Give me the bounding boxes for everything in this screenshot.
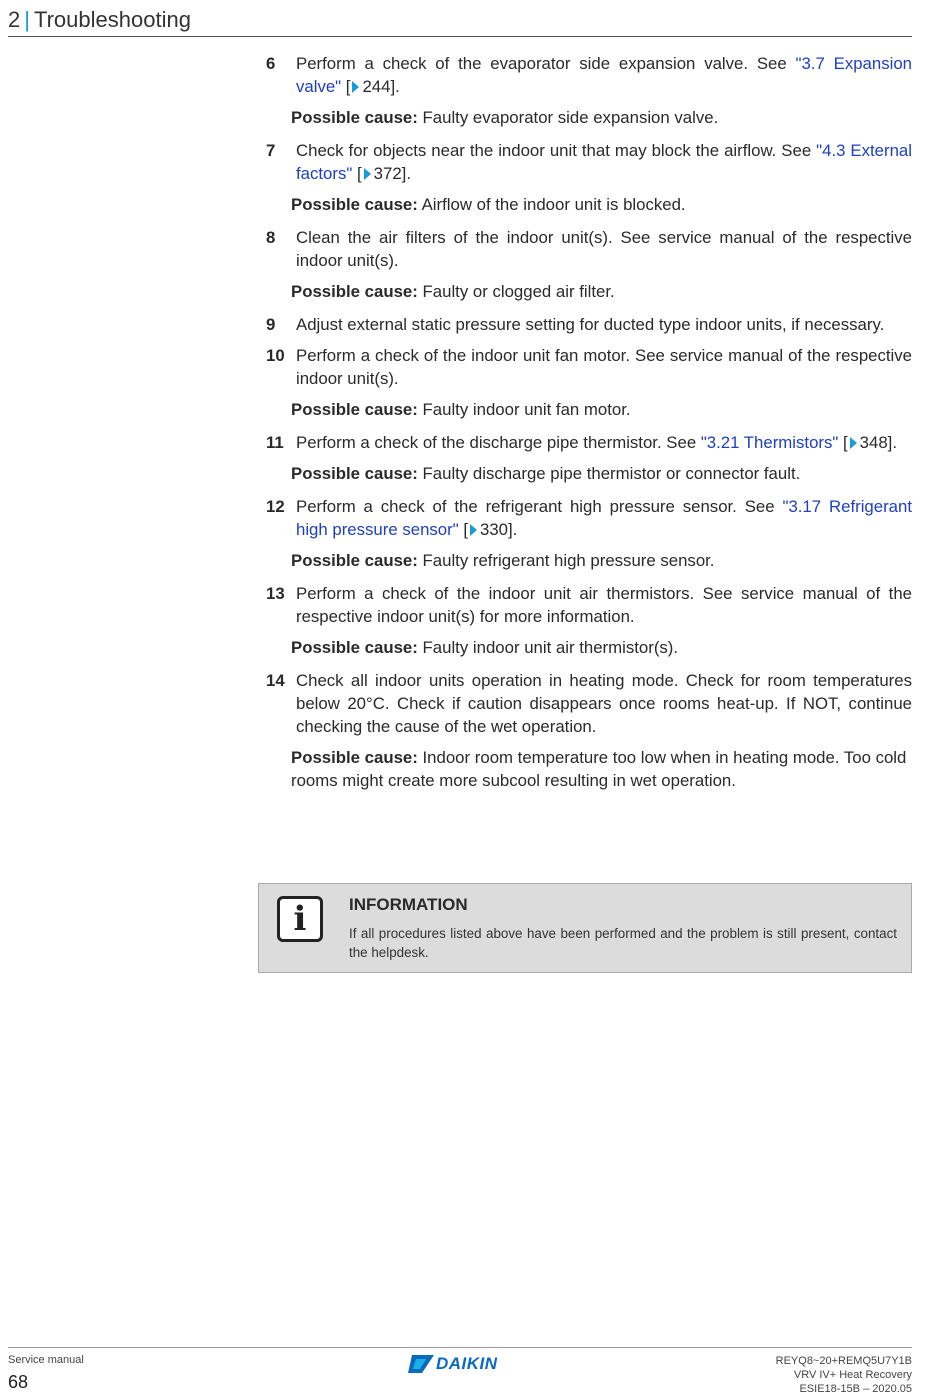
step-number: 7: [266, 141, 276, 160]
possible-cause: Possible cause: Faulty evaporator side expansion valve.: [291, 108, 719, 127]
page-arrow-icon: [352, 81, 359, 93]
cross-reference-link[interactable]: "4.3 External factors": [296, 141, 912, 183]
step-item: [266, 495, 912, 541]
footer-divider: [8, 1347, 912, 1348]
possible-cause: Possible cause: Airflow of the indoor unit is blocked.: [291, 195, 686, 214]
information-title: INFORMATION: [349, 895, 468, 914]
step-item: [266, 582, 912, 628]
page-reference[interactable]: 244: [362, 77, 391, 96]
step-number: 11: [266, 433, 284, 452]
page-arrow-icon: [850, 437, 857, 449]
step-number: 6: [266, 54, 276, 73]
step-number: 14: [266, 671, 285, 690]
cross-reference-link[interactable]: "3.7 Expansion valve": [296, 54, 912, 96]
step-number: 12: [266, 497, 285, 516]
possible-cause: Possible cause: Indoor room temperature too low when in heating mode. Too cold rooms might create more subcool resulting in wet operation.: [291, 748, 907, 790]
step-text: Perform a check of the indoor unit fan motor. See service manual of the respective indoor unit(s).: [296, 346, 912, 388]
information-box: [258, 883, 912, 973]
document-reference: ESIE18-15B – 2020.05: [799, 1383, 912, 1395]
daikin-logo-icon: [408, 1355, 434, 1373]
possible-cause: Possible cause: Faulty discharge pipe thermistor or connector fault.: [291, 464, 801, 483]
header-separator: |: [24, 7, 30, 32]
step-text: Perform a check of the evaporator side expansion valve. See "3.7 Expansion valve" [ 244].: [296, 54, 912, 96]
step-text: Check all indoor units operation in heating mode. Check for room temperatures below 20°C. Check if caution disappears once rooms heat-up. If NOT, continue checking the cause of the wet operation.: [296, 671, 912, 736]
step-text: Perform a check of the indoor unit air thermistors. See service manual of the respective indoor unit(s) for more information.: [296, 584, 912, 626]
step-item: [266, 139, 912, 185]
step-item: [266, 669, 912, 738]
document-type: Service manual: [8, 1354, 84, 1366]
step-text: Clean the air filters of the indoor unit(s). See service manual of the respective indoor unit(s).: [296, 228, 912, 270]
step-text: Check for objects near the indoor unit that may block the airflow. See "4.3 External factors" [ 372].: [296, 141, 912, 183]
page-reference[interactable]: 330: [480, 520, 508, 539]
chapter-title: Troubleshooting: [33, 7, 191, 32]
step-number: 10: [266, 346, 285, 365]
possible-cause: Possible cause: Faulty indoor unit fan motor.: [291, 400, 631, 419]
step-item: [266, 52, 912, 98]
step-item: [266, 313, 912, 336]
step-text: Perform a check of the discharge pipe thermistor. See "3.21 Thermistors" [ 348].: [296, 433, 897, 452]
step-text: Perform a check of the refrigerant high pressure sensor. See "3.17 Refrigerant high pressure sensor" [ 330].: [296, 497, 912, 539]
possible-cause: Possible cause: Faulty indoor unit air thermistor(s).: [291, 638, 679, 657]
cross-reference-link[interactable]: "3.17 Refrigerant high pressure sensor": [296, 497, 912, 539]
step-number: 9: [266, 315, 276, 334]
step-item: [266, 226, 912, 272]
procedure-list: [266, 52, 912, 802]
chapter-number: 2: [8, 7, 21, 32]
information-text: If all procedures listed above have been performed and the problem is still present, contact the helpdesk.: [349, 926, 897, 960]
footer-document-info: [776, 1354, 912, 1396]
possible-cause: Possible cause: Faulty refrigerant high pressure sensor.: [291, 551, 715, 570]
step-item: [266, 344, 912, 390]
model-number: REYQ8~20+REMQ5U7Y1B: [775, 1355, 912, 1367]
possible-cause: Possible cause: Faulty or clogged air filter.: [291, 282, 615, 301]
page-arrow-icon: [470, 524, 477, 536]
page-number: 68: [8, 1372, 29, 1392]
page-header: [8, 6, 912, 37]
page-arrow-icon: [364, 168, 371, 180]
step-text: Adjust external static pressure setting for ducted type indoor units, if necessary.: [296, 315, 885, 334]
brand-name: DAIKIN: [436, 1354, 498, 1373]
info-icon: i: [277, 896, 323, 942]
cross-reference-link[interactable]: "3.21 Thermistors": [700, 433, 839, 452]
step-item: [266, 431, 912, 454]
step-number: 13: [266, 584, 285, 603]
page-reference[interactable]: 348: [859, 433, 888, 452]
page-reference[interactable]: 372: [373, 164, 402, 183]
daikin-logo: [408, 1353, 512, 1375]
product-name: VRV IV+ Heat Recovery: [793, 1369, 912, 1381]
step-number: 8: [266, 228, 276, 247]
